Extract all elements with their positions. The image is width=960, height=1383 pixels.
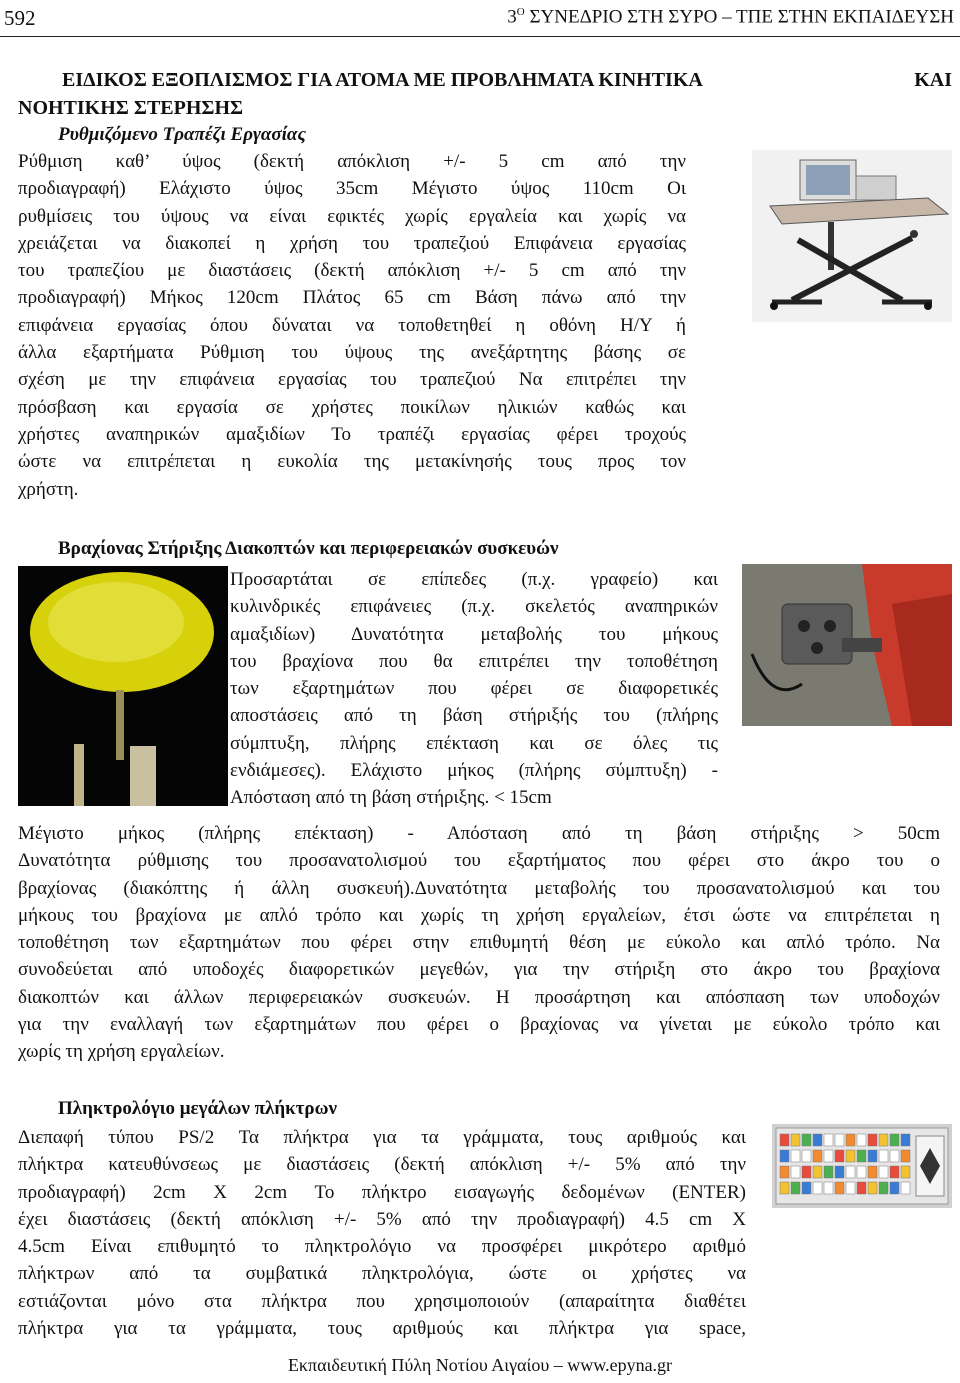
arm-full-text-line: τοποθέτηση των εξαρτημάτων που φέρει στην επιθυμητή θέση με εύκολο και απλό τρόπο. Να (18, 932, 940, 954)
keyboard-key (824, 1166, 833, 1178)
keyboard-key (791, 1150, 800, 1162)
arm-text-line: Προσαρτάται σε επίπεδες (π.χ. γραφείο) και (230, 569, 718, 590)
keyboard-key (890, 1166, 899, 1178)
keyboard-key (879, 1134, 888, 1146)
table-text-line: Ρύθμιση καθ’ ύψος (δεκτή απόκλιση +/- 5 cm από την (18, 151, 686, 172)
big-keyboard-illustration (772, 1124, 952, 1208)
section-body-table (18, 148, 686, 503)
arm-text-line: αποστάσεις από τη βάση στήριξής του (πλήρης (230, 705, 718, 727)
keyboard-key (890, 1182, 899, 1194)
adjustable-table-image (752, 150, 952, 322)
title-line-1: ΕΙΔΙΚΟΣ ΕΞΟΠΛΙΣΜΟΣ ΓΙΑ ΑΤΟΜΑ ΜΕ ΠΡΟΒΛΗΜΑΤΑ ΚΙΝΗΤΙΚΑ (62, 69, 703, 91)
section-body-arm-full (18, 820, 940, 1066)
section-heading-arm: Βραχίονας Στήριξης Διακοπτών και περιφερειακών συσκευών (58, 538, 559, 559)
keyboard-key (901, 1134, 910, 1146)
keyboard-key (890, 1150, 899, 1162)
keyboard-key (824, 1150, 833, 1162)
keyboard-key (868, 1182, 877, 1194)
keyboard-key (835, 1134, 844, 1146)
keyboard-key (879, 1166, 888, 1178)
arm-text-line: κυλινδρικές επιφάνειες (π.χ. σκελετός αναπηρικών (230, 596, 718, 618)
section-body-keyboard (18, 1124, 746, 1342)
arm-full-text-line: μήκους του βραχίονα με απλό τρόπο και χωρίς τη χρήση εργαλείων, έτσι ώστε να επιτρέπεται η (18, 904, 940, 926)
keyboard-key (857, 1182, 866, 1194)
arm-text-line: σύμπτυξη, πλήρης επέκταση και σε όλες τις (230, 732, 718, 754)
keyboard-key (879, 1150, 888, 1162)
keyboard-key (802, 1166, 811, 1178)
table-text-line: χρήστες αναπηρικών αμαξιδίων Το τραπέζι εργασίας φέρει τροχούς (18, 423, 686, 445)
table-text-line: του τραπεζίου με διαστάσεις (δεκτή απόκλιση +/- 5 cm από την (18, 260, 686, 282)
arm-full-text-line: χωρίς τη χρήση εργαλείων. (18, 1041, 225, 1063)
table-text-line: επιφάνεια εργασίας όπου δύναται να τοποθετηθεί η οθόνη Η/Υ ή (18, 314, 686, 336)
keyboard-key (835, 1182, 844, 1194)
keyboard-key (868, 1134, 877, 1146)
keyboard-key (791, 1134, 800, 1146)
keyboard-key (802, 1134, 811, 1146)
table-text-line: άλλα εξαρτήματα Ρύθμιση του ύψους της ανεξάρτητης βάσης σε (18, 342, 686, 364)
keyboard-key (835, 1166, 844, 1178)
title-line-1-end: ΚΑΙ (914, 69, 952, 91)
keyboard-key (835, 1150, 844, 1162)
arm-full-text-line: συνοδεύεται από υποδοχές διαφορετικών μεγεθών, για την στήριξη στο άκρο του βραχίονα (18, 959, 940, 981)
keyboard-key (824, 1182, 833, 1194)
arm-text-line: του βραχίονα που θα επιτρέπει την τοποθέτηση (230, 650, 718, 672)
conference-ordinal: Ο (516, 6, 525, 18)
switch-arm-image (18, 566, 228, 806)
arm-full-text-line: διακοπτών και άλλων περιφερειακών συσκευών. Η προσάρτηση και απόσπαση των υποδοχών (18, 986, 940, 1008)
wheelchair-arm-illustration (742, 564, 952, 726)
table-text-line: προδιαγραφή) Ελάχιστο ύψος 35cm Μέγιστο ύψος 110cm Οι (18, 178, 686, 200)
keyboard-key (857, 1166, 866, 1178)
section-heading-table: Ρυθμιζόμενο Τραπέζι Εργασίας (58, 124, 306, 145)
keyboard-key (846, 1166, 855, 1178)
yellow-switch-illustration (18, 566, 228, 806)
keyboard-key (901, 1182, 910, 1194)
arm-text-line: ενδιάμεσες). Ελάχιστο μήκος (πλήρης σύμπτυξη) - (230, 760, 718, 782)
page-footer: Εκπαιδευτική Πύλη Νοτίου Αιγαίου – www.epyna.gr (287, 1355, 673, 1375)
keyboard-key (780, 1134, 789, 1146)
keyboard-text-line: πλήκτρα για τα γράμματα, τους αριθμούς και πλήκτρα για space, (18, 1318, 746, 1340)
keyboard-key (813, 1182, 822, 1194)
page-header (0, 0, 960, 37)
keyboard-text-line: πλήκτρων από τα συμβατικά πληκτρολόγια, ώστε οι χρήστες να (18, 1263, 746, 1285)
keyboard-key (813, 1150, 822, 1162)
arm-text-line: των εξαρτημάτων που φέρει σε διαφορετικές (230, 678, 718, 700)
table-text-line: χρειάζεται να διακοπεί η χρήση του τραπεζιού Επιφάνεια εργασίας (18, 232, 686, 254)
keyboard-key (846, 1182, 855, 1194)
document-title (18, 66, 956, 122)
keyboard-key (780, 1182, 789, 1194)
table-text-line: χρήστη. (18, 478, 79, 500)
arm-full-text-line: για την εναλλαγή των εξαρτημάτων που φέρει ο βραχίονας να γίνεται με εύκολο τρόπο και (18, 1014, 940, 1036)
section-heading-keyboard: Πληκτρολόγιο μεγάλων πλήκτρων (58, 1098, 337, 1119)
section-body-arm-narrow (230, 566, 718, 812)
keyboard-key (868, 1150, 877, 1162)
keyboard-key (791, 1182, 800, 1194)
keyboard-text-line: προδιαγραφή) 2cm X 2cm Το πλήκτρο εισαγωγής δεδομένων (ENTER) (18, 1181, 746, 1203)
big-keyboard-image (772, 1124, 952, 1208)
keyboard-key (901, 1166, 910, 1178)
arm-full-text-line: Δυνατότητα ρύθμισης του προσανατολισμού του εξαρτήματος που φέρει στο άκρο του ο (18, 850, 940, 872)
table-text-line: προδιαγραφή) Μήκος 120cm Πλάτος 65 cm Βάση πάνω από την (18, 287, 686, 309)
keyboard-key (813, 1166, 822, 1178)
page-number: 592 (4, 6, 36, 30)
keyboard-key (802, 1182, 811, 1194)
keyboard-key (802, 1150, 811, 1162)
table-text-line: ρυθμίσεις του ύψους να είναι εφικτές χωρίς εργαλεία και χωρίς να (18, 205, 686, 227)
keyboard-key (857, 1150, 866, 1162)
keyboard-text-line: πλήκτρα κατευθύνσεως με διαστάσεις (δεκτή απόκλιση +/- 5% από την (18, 1154, 746, 1176)
keyboard-key (857, 1134, 866, 1146)
title-line-2: ΝΟΗΤΙΚΗΣ ΣΤΕΡΗΣΗΣ (18, 97, 244, 119)
keyboard-key (813, 1134, 822, 1146)
keyboard-key (879, 1182, 888, 1194)
keyboard-key (780, 1166, 789, 1178)
arm-text-line: Απόσταση από τη βάση στήριξης. < 15cm (230, 787, 552, 809)
adjustable-table-illustration (752, 150, 952, 322)
keyboard-key (780, 1150, 789, 1162)
keyboard-text-line: Διεπαφή τύπου PS/2 Τα πλήκτρα για τα γράμματα, τους αριθμούς και (18, 1127, 746, 1148)
keyboard-text-line: 4.5cm Είναι επιθυμητό το πληκτρολόγιο να προσφέρει μικρότερο αριθμό (18, 1236, 746, 1258)
keyboard-key (846, 1150, 855, 1162)
table-text-line: σχέση με την επιφάνεια εργασίας του τραπεζιού Να επιτρέπει την (18, 369, 686, 391)
keyboard-key (901, 1150, 910, 1162)
conference-title (507, 6, 954, 28)
table-text-line: πρόσβαση και εργασία σε χρήστες ποικίλων ηλικιών καθώς και (18, 396, 686, 418)
keyboard-key (846, 1134, 855, 1146)
keyboard-text-line: έχει διαστάσεις (δεκτή απόκλιση +/- 5% από την προδιαγραφή) 4.5 cm X (18, 1208, 746, 1230)
keyboard-key (868, 1166, 877, 1178)
conference-number: 3 (507, 6, 517, 28)
arm-text-line: αμαξιδίων) Δυνατότητα μεταβολής του μήκους (230, 623, 718, 645)
wheelchair-arm-image (742, 564, 952, 726)
conference-title-text: ΣΥΝΕΔΡΙΟ ΣΤΗ ΣΥΡΟ – ΤΠΕ ΣΤΗΝ ΕΚΠΑΙΔΕΥΣΗ (524, 6, 954, 28)
keyboard-key (890, 1134, 899, 1146)
keyboard-key (824, 1134, 833, 1146)
keyboard-key (791, 1166, 800, 1178)
keyboard-text-line: εστιάζονται μόνο στα πλήκτρα που χρησιμοποιούν (απαραίτητα διαθέτει (18, 1290, 746, 1312)
arm-full-text-line: Μέγιστο μήκος (πλήρης επέκταση) - Απόσταση από τη βάση στήριξης > 50cm (18, 823, 940, 844)
arm-full-text-line: βραχίονας (διακόπτης ή άλλη συσκευή).Δυνατότητα μεταβολής του προσανατολισμού και του (18, 877, 940, 899)
table-text-line: ώστε να επιτρέπεται η ευκολία της μετακίνησής τους προς τον (18, 451, 686, 473)
